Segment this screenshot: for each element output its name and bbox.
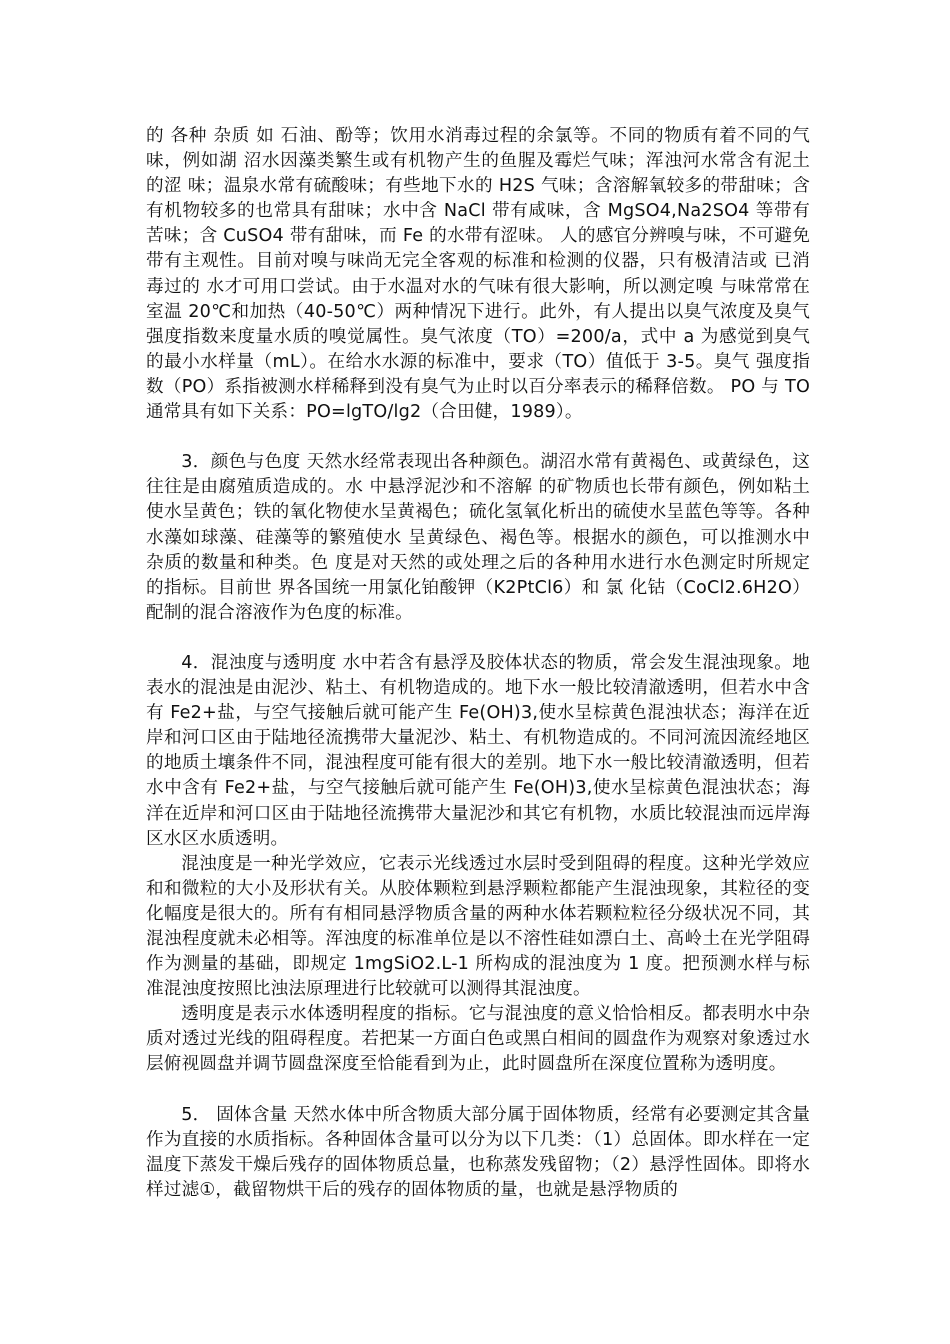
paragraph-turbidity-transparency: 4．混浊度与透明度 水中若含有悬浮及胶体状态的物质，常会发生混浊现象。地表水的混浊是由泥沙、粘土、有机物造成的。地下水一般比较清澈透明，但若水中含有 Fe2+盐，与空气接触后就可能产生 Fe(OH)3,使水呈棕黄色混浊状态；海洋在近岸和河口区由于陆地径流携带大量泥沙、粘土、有机物造成的。不同河流因流经地区的地质土壤条件不同，混浊程度可能有很大的差别。地下水一般比较清澈透明，但若水中含有 Fe2+盐，与空气接触后就可能产生 Fe(OH)3,使水呈棕黄色混浊状态；海洋在近岸和河口区由于陆地径流携带大量泥沙和其它有机物，水质比较混浊而远岸海区水区水质透明。 <box>146 652 810 849</box>
paragraph-gap <box>146 425 810 450</box>
paragraph-transparency: 透明度是表示水体透明程度的指标。它与混浊度的意义恰恰相反。都表明水中杂质对透过光线的阻碍程度。若把某一方面白色或黑白相间的圆盘作为观察对象透过水层俯视圆盘并调节圆盘深度至恰能看到为止，此时圆盘所在深度位置称为透明度。 <box>146 1004 810 1075</box>
paragraph-odor-taste: 的 各种 杂质 如 石油、酚等；饮用水消毒过程的余氯等。不同的物质有着不同的气味，例如湖 沼水因藻类繁生或有机物产生的鱼腥及霉烂气味；浑浊河水常含有泥土的涩 味；温泉水常有硫酸味；有些地下水的 H2S 气味；含溶解氧较多的带甜味；含有机物较多的也常具有甜味；水中含 NaCl 带有咸味，含 MgSO4,Na2SO4 等带有苦味；含 CuSO4 带有甜味，而 Fe 的水带有涩味。 人的感官分辨嗅与味，不可避免带有主观性。目前对嗅与味尚无完全客观的标准和检测的仪器，只有极清洁或 已消毒过的 水才可用口尝试。由于水温对水的气味有很大影响，所以测定嗅 与味常常在室温 20℃和加热（40-50℃）两种情况下进行。此外，有人提出以臭气浓度及臭气强度指数来度量水质的嗅觉属性。臭气浓度（TO）=200/a，式中 a 为感觉到臭气的最小水样量（mL）。在给水水源的标准中，要求（TO）值低于 3-5。臭气 强度指数（PO）系指被测水样稀释到没有臭气为止时以百分率表示的稀释倍数。 PO 与 TO 通常具有如下关系：PO=lgTO/lg2（合田健，1989）。 <box>146 126 810 423</box>
paragraph-solids: 5． 固体含量 天然水体中所含物质大部分属于固体物质，经常有必要测定其含量作为直接的水质指标。各种固体含量可以分为以下几类：（1）总固体。即水样在一定温度下蒸发干燥后残存的固体物质总量，也称蒸发残留物；（2）悬浮性固体。即将水样过滤①，截留物烘干后的残存的固体物质的量，也就是悬浮物质的 <box>146 1104 810 1200</box>
paragraph-turbidity: 混浊度是一种光学效应，它表示光线透过水层时受到阻碍的程度。这种光学效应和和微粒的大小及形状有关。从胶体颗粒到悬浮颗粒都能产生混浊现象，其粒径的变化幅度是很大的。所有有相同悬浮物质含量的两种水体若颗粒粒径分级状况不同，其混浊程度就未必相等。浑浊度的标准单位是以不溶性硅如漂白土、高岭土在光学阻碍作为测量的基础，即规定 1mgSiO2.L-1 所构成的混浊度为 1 度。把预测水样与标准混浊度按照比浊法原理进行比较就可以测得其混浊度。 <box>146 853 810 1000</box>
paragraph-gap <box>146 626 810 651</box>
document-page <box>146 124 810 1203</box>
paragraph-gap <box>146 1078 810 1103</box>
paragraph-color: 3．颜色与色度 天然水经常表现出各种颜色。湖沼水常有黄褐色、或黄绿色，这往往是由腐殖质造成的。水 中悬浮泥沙和不溶解 的矿物质也长带有颜色，例如粘土使水呈黄色；铁的氧化物使水呈黄褐色；硫化氢氧化析出的硫使水呈蓝色等等。各种水藻如球藻、硅藻等的繁殖使水 呈黄绿色、褐色等。根据水的颜色，可以推测水中杂质的数量和种类。色 度是对天然的或处理之后的各种用水进行水色测定时所规定的指标。目前世 界各国统一用氯化铂酸钾（K2PtCl6）和 氯 化钴（CoCl2.6H2O）配制的混合溶液作为色度的标准。 <box>146 452 810 623</box>
